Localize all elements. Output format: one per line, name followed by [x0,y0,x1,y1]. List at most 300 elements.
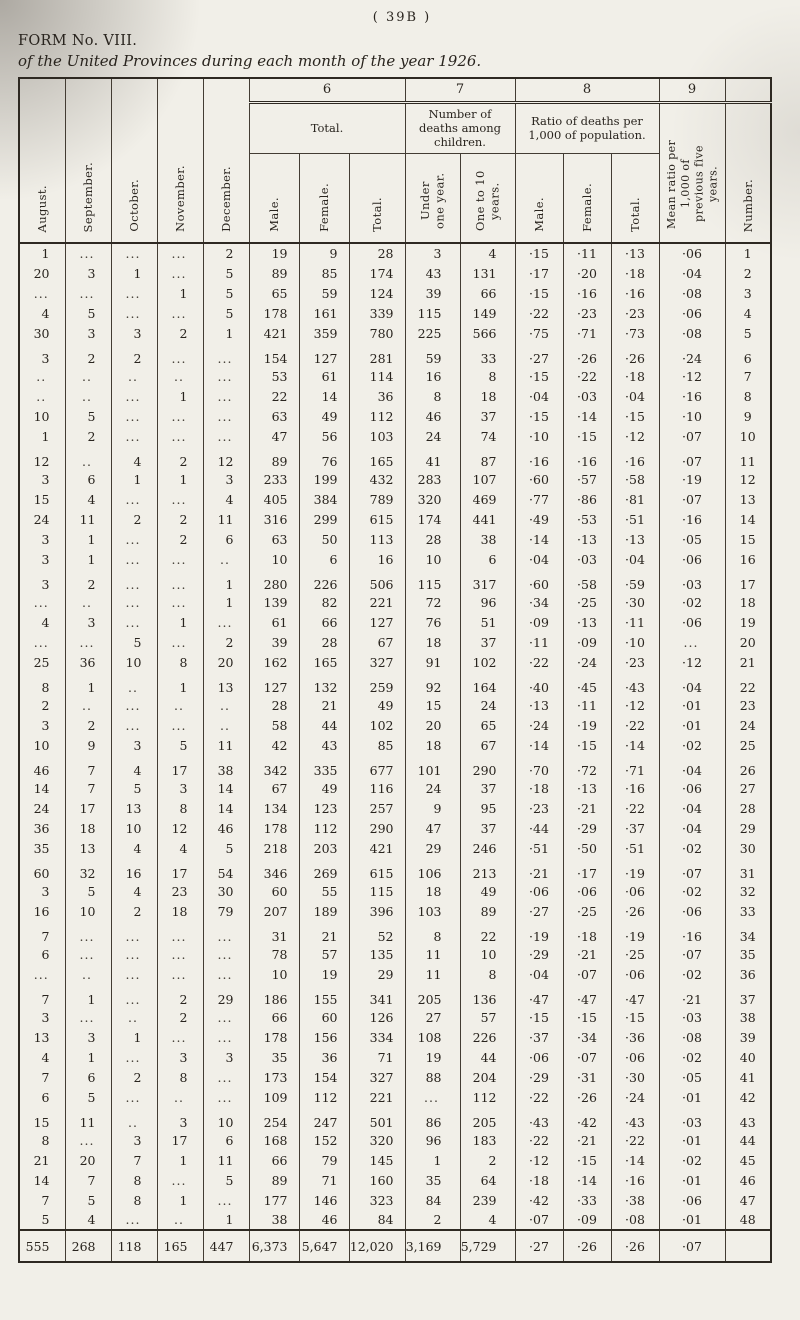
table-cell: 134 [249,798,299,818]
table-cell: 28 [405,529,460,549]
total-cell: 447 [203,1230,249,1262]
table-cell: 84 [405,1190,460,1210]
table-cell: 55 [299,881,349,901]
col-header-september [65,78,111,243]
table-cell: ·05 [659,1067,725,1087]
table-cell: ·16 [611,446,659,469]
table-cell: ·08 [611,1210,659,1230]
table-cell: 49 [349,695,405,715]
table-cell: 11 [405,964,460,984]
table-cell: 103 [349,426,405,446]
col-header-october-label: October. [126,179,141,233]
table-cell: 8 [405,921,460,944]
table-cell: 2 [157,1007,203,1027]
table-cell: ·30 [611,592,659,612]
table-cell: ... [111,283,157,303]
table-cell: 8 [111,1190,157,1210]
table-cell: 74 [460,426,515,446]
table-cell: 37 [460,406,515,426]
table-cell: 341 [349,984,405,1007]
table-cell: 113 [349,529,405,549]
table-cell: 14 [19,1170,65,1190]
table-cell: 39 [725,1027,771,1047]
table-cell: 3 [157,778,203,798]
table-cell: 10 [405,549,460,569]
table-cell: ·07 [515,1210,563,1230]
column-group-number-7: 7 [405,78,515,102]
table-cell: 8 [157,1067,203,1087]
table-cell: 59 [405,343,460,366]
table-cell: .. [65,964,111,984]
table-cell: 112 [299,818,349,838]
table-cell: ... [65,944,111,964]
table-cell: ·14 [515,529,563,549]
table-row [19,1087,771,1107]
table-cell: 14 [203,798,249,818]
table-cell: 43 [725,1107,771,1130]
table-cell: 1 [157,1150,203,1170]
table-cell: 36 [725,964,771,984]
table-cell: 259 [349,672,405,695]
total-cell: 12,020 [349,1230,405,1262]
table-cell: ·15 [515,366,563,386]
table-cell: 4 [111,881,157,901]
table-cell: ·58 [563,569,611,592]
table-row [19,1007,771,1027]
table-cell: ·15 [611,1007,659,1027]
table-cell: ... [157,489,203,509]
table-cell: 2 [157,529,203,549]
table-cell: ... [157,715,203,735]
table-cell: 146 [299,1190,349,1210]
table-cell: 5 [203,283,249,303]
table-cell: ... [157,549,203,569]
table-cell: ·15 [563,1007,611,1027]
table-cell: ·22 [515,652,563,672]
table-cell: 421 [249,323,299,343]
table-cell: .. [111,366,157,386]
total-cell: ·07 [659,1230,725,1262]
table-cell: 44 [725,1130,771,1150]
table-row [19,1067,771,1087]
table-cell: 106 [405,858,460,881]
table-cell: 1 [405,1150,460,1170]
table-cell: 61 [299,366,349,386]
table-cell: 18 [725,592,771,612]
table-cell: ·04 [515,549,563,569]
table-row [19,426,771,446]
table-cell: 13 [65,838,111,858]
col-header-under-one-year [405,153,460,243]
table-cell: .. [65,446,111,469]
table-cell: ·15 [611,406,659,426]
table-cell: 677 [349,755,405,778]
table-cell: ·22 [515,1130,563,1150]
table-cell: 5 [111,632,157,652]
table-cell: 135 [349,944,405,964]
table-cell: ... [65,1007,111,1027]
table-row [19,1047,771,1067]
table-cell: 2 [725,263,771,283]
table-cell: ... [65,283,111,303]
table-cell: 16 [725,549,771,569]
table-cell: ·26 [611,343,659,366]
table-cell: 469 [460,489,515,509]
table-cell: 226 [460,1027,515,1047]
table-cell: ... [203,944,249,964]
table-cell: ·04 [659,755,725,778]
table-cell: 32 [725,881,771,901]
table-cell: ... [111,529,157,549]
table-cell: ·03 [659,1107,725,1130]
table-cell: 226 [299,569,349,592]
table-cell: 1 [157,469,203,489]
table-cell: 35 [19,838,65,858]
col-header-male-label: Male. [266,197,281,233]
table-cell: ·13 [563,529,611,549]
table-cell: 3 [19,549,65,569]
table-cell: 3 [19,1007,65,1027]
table-cell: 3 [19,343,65,366]
table-cell: 40 [725,1047,771,1067]
table-cell: 58 [249,715,299,735]
table-row [19,944,771,964]
table-cell: 24 [725,715,771,735]
table-cell: 6 [65,469,111,489]
table-cell: ·16 [659,386,725,406]
table-row [19,755,771,778]
table-cell: 164 [460,672,515,695]
table-cell: 57 [460,1007,515,1027]
table-cell: ·09 [515,612,563,632]
table-cell: .. [157,695,203,715]
table-cell: 156 [299,1027,349,1047]
table-row [19,632,771,652]
table-cell: ·70 [515,755,563,778]
table-cell: 3 [111,735,157,755]
table-cell: 24 [19,509,65,529]
col-header-female [299,153,349,243]
table-cell: 18 [405,881,460,901]
table-cell: ·07 [659,446,725,469]
table-cell: ·11 [611,612,659,632]
table-cell: 65 [249,283,299,303]
table-cell: ... [111,715,157,735]
table-cell: ·03 [659,1007,725,1027]
table-cell: 5 [19,1210,65,1230]
table-cell: 1 [157,672,203,695]
table-cell: 160 [349,1170,405,1190]
table-cell: 405 [249,489,299,509]
table-cell: 2 [111,509,157,529]
table-cell: ... [19,964,65,984]
table-cell: 25 [725,735,771,755]
table-cell: 43 [299,735,349,755]
table-cell: 89 [460,901,515,921]
table-cell: ·06 [659,303,725,323]
table-cell: 30 [19,323,65,343]
table-cell: ·08 [659,283,725,303]
table-cell: 60 [299,1007,349,1027]
table-cell: ·06 [611,1047,659,1067]
table-cell: 10 [111,652,157,672]
table-cell: ·02 [659,1047,725,1067]
table-cell: ·12 [611,426,659,446]
table-cell: 12 [725,469,771,489]
table-cell: 3 [65,1027,111,1047]
table-cell: 34 [725,921,771,944]
table-cell: ·04 [659,263,725,283]
table-cell: 13 [203,672,249,695]
table-cell: 1 [725,243,771,263]
table-cell: 139 [249,592,299,612]
table-cell: ·51 [515,838,563,858]
table-cell: 41 [405,446,460,469]
table-cell: 299 [299,509,349,529]
table-cell: 39 [405,283,460,303]
table-cell: 10 [460,944,515,964]
table-cell: 2 [157,984,203,1007]
table-cell: 3 [111,1130,157,1150]
table-cell: ·01 [659,1087,725,1107]
table-cell: 323 [349,1190,405,1210]
table-cell: 131 [460,263,515,283]
table-cell: ... [157,303,203,323]
table-cell: ·34 [515,592,563,612]
col-header-august-label: August. [35,184,50,233]
table-body [19,243,771,1230]
table-row [19,446,771,469]
table-cell: 36 [349,386,405,406]
table-cell: 615 [349,858,405,881]
table-cell: ·34 [563,1027,611,1047]
table-cell: 1 [157,612,203,632]
table-cell: 6 [460,549,515,569]
table-cell: 13 [725,489,771,509]
table-cell: 384 [299,489,349,509]
table-cell: ·06 [611,964,659,984]
table-cell: ·06 [659,612,725,632]
table-cell: ·07 [563,964,611,984]
total-cell: 5,729 [460,1230,515,1262]
table-cell: 88 [405,1067,460,1087]
table-cell: ·06 [659,1190,725,1210]
table-row [19,1190,771,1210]
table-cell: 154 [299,1067,349,1087]
table-cell: ·18 [515,1170,563,1190]
table-cell: ·22 [563,366,611,386]
table-cell: ·04 [515,386,563,406]
table-cell: ... [111,695,157,715]
table-cell: 566 [460,323,515,343]
table-cell: 96 [405,1130,460,1150]
table-cell: 28 [349,243,405,263]
table-cell: ·25 [563,901,611,921]
table-cell: ·03 [563,386,611,406]
table-row [19,1130,771,1150]
table-cell: 3 [157,1107,203,1130]
table-cell: 8 [19,1130,65,1150]
col-header-ratio-female [563,153,611,243]
table-cell: 280 [249,569,299,592]
table-cell: ·01 [659,1170,725,1190]
table-cell: 22 [460,921,515,944]
table-row [19,818,771,838]
table-cell: ·19 [515,921,563,944]
table-cell: ... [659,632,725,652]
table-cell: 16 [19,901,65,921]
table-cell: ·27 [515,901,563,921]
table-cell: ·47 [563,984,611,1007]
table-cell: 4 [19,1047,65,1067]
col-header-male [249,153,299,243]
table-cell: 1 [157,1190,203,1210]
table-cell: 14 [299,386,349,406]
table-cell: 51 [460,612,515,632]
table-cell: ·24 [563,652,611,672]
table-cell: ·24 [515,715,563,735]
table-cell: ... [111,489,157,509]
table-cell: ... [111,303,157,323]
table-cell: ·59 [611,569,659,592]
table-row [19,921,771,944]
table-cell: 2 [203,243,249,263]
table-cell: 2 [111,343,157,366]
table-cell: 108 [405,1027,460,1047]
table-cell: ·08 [659,323,725,343]
total-cell: 268 [65,1230,111,1262]
table-cell: 316 [249,509,299,529]
total-cell: ·26 [611,1230,659,1262]
table-row [19,569,771,592]
table-cell: 20 [405,715,460,735]
table-cell: ... [203,426,249,446]
table-cell: 47 [405,818,460,838]
table-cell: ·06 [563,881,611,901]
total-cell: 6,373 [249,1230,299,1262]
table-cell: 8 [725,386,771,406]
table-cell: 2 [111,1067,157,1087]
table-cell: ·13 [611,529,659,549]
table-cell: 320 [349,1130,405,1150]
table-cell: ·04 [659,818,725,838]
table-cell: ... [111,921,157,944]
table-cell: ·26 [563,343,611,366]
table-cell: ... [203,921,249,944]
table-cell: 31 [249,921,299,944]
table-cell: ·13 [563,612,611,632]
table-cell: 9 [65,735,111,755]
table-cell: ... [203,366,249,386]
table-cell: ·14 [611,735,659,755]
table-cell: 145 [349,1150,405,1170]
col-header-december-label: December. [218,166,233,233]
table-cell: 127 [249,672,299,695]
table-cell: 2 [19,695,65,715]
table-cell: 8 [157,798,203,818]
table-cell: ·42 [515,1190,563,1210]
table-cell: ·57 [563,469,611,489]
table-cell: 115 [349,881,405,901]
table-cell: 46 [405,406,460,426]
table-cell: 37 [725,984,771,1007]
table-cell: ·10 [611,632,659,652]
table-cell: 3 [19,881,65,901]
table-cell: 13 [19,1027,65,1047]
table-row [19,343,771,366]
table-cell: ·07 [659,489,725,509]
table-cell: 396 [349,901,405,921]
table-cell: ·20 [563,263,611,283]
table-cell: 174 [349,263,405,283]
table-cell: 23 [725,695,771,715]
table-cell: ·21 [563,944,611,964]
table-row [19,798,771,818]
table-cell: 64 [460,1170,515,1190]
table-cell: 11 [405,944,460,964]
table-cell: 213 [460,858,515,881]
table-cell: ·60 [515,569,563,592]
table-cell: ... [111,386,157,406]
table-cell: 27 [405,1007,460,1027]
table-cell: 89 [249,1170,299,1190]
table-row [19,672,771,695]
table-cell: 47 [249,426,299,446]
table-cell: 7 [65,1170,111,1190]
table-cell: ·21 [563,798,611,818]
table-cell: ... [157,243,203,263]
table-cell: 1 [19,426,65,446]
table-cell: 162 [249,652,299,672]
table-cell: 8 [111,1170,157,1190]
table-cell: ·13 [611,243,659,263]
table-cell: 46 [725,1170,771,1190]
table-cell: 79 [299,1150,349,1170]
table-cell: 5 [111,778,157,798]
table-cell: 178 [249,303,299,323]
table-cell: ·26 [563,1087,611,1107]
table-cell: 432 [349,469,405,489]
table-cell: 46 [203,818,249,838]
table-cell: ·19 [659,469,725,489]
table-cell: 66 [460,283,515,303]
table-cell: .. [203,695,249,715]
col-header-ratio-female-label: Female. [579,183,594,233]
table-cell: .. [65,592,111,612]
table-cell: 7 [111,1150,157,1170]
table-cell: ·14 [515,735,563,755]
table-cell: 3 [65,612,111,632]
table-cell: 8 [460,964,515,984]
table-row [19,549,771,569]
table-cell: .. [203,549,249,569]
table-cell: 72 [405,592,460,612]
table-cell: 31 [725,858,771,881]
table-cell: 63 [249,406,299,426]
table-cell: ·16 [611,283,659,303]
table-cell: ·14 [563,1170,611,1190]
table-cell: ·21 [563,1130,611,1150]
table-cell: ·07 [659,944,725,964]
table-cell: .. [203,715,249,735]
table-cell: ·51 [611,509,659,529]
table-cell: 7 [725,366,771,386]
table-cell: 225 [405,323,460,343]
table-cell: 61 [249,612,299,632]
table-cell: 320 [405,489,460,509]
table-cell: 76 [299,446,349,469]
table-cell: .. [157,1210,203,1230]
